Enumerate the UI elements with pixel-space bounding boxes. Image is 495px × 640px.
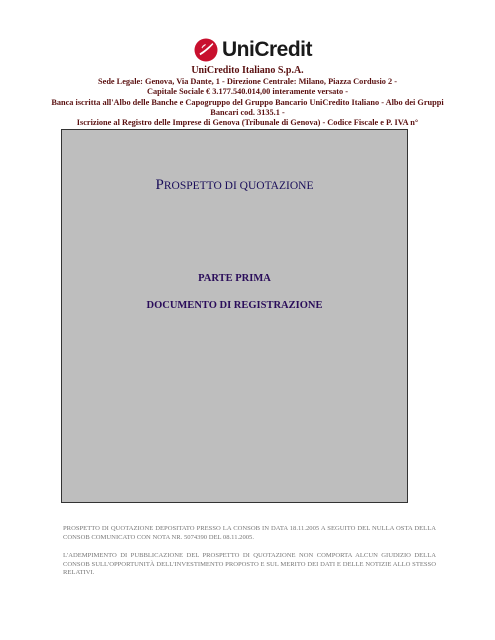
title-rest: ROSPETTO DI QUOTAZIONE [163, 180, 314, 192]
cover-box [61, 129, 408, 503]
header-line: Capitale Sociale € 3.177.540.014,00 interamente versato - [147, 87, 348, 97]
brand-name: UniCredit [222, 38, 312, 61]
unicredit-logo [194, 37, 312, 63]
footer-note: PROSPETTO DI QUOTAZIONE DEPOSITATO PRESSO LA CONSOB IN DATA 18.11.2005 A SEGUITO DEL NULLA OSTA DELLA CONSOB COMUNICATO CON NOTA NR. 5074390 DEL 08.11.2005. [63, 525, 436, 541]
header-line: Banca iscritta all'Albo delle Banche e Capogruppo del Gruppo Bancario UniCredito Italiano - Albo dei Gruppi [51, 97, 444, 107]
header-line: Bancari cod. 3135.1 - [210, 107, 285, 117]
unicredit-logo-icon [194, 38, 218, 62]
legal-footer [63, 525, 436, 588]
part-label: PARTE PRIMA [198, 273, 271, 284]
title-initial: P [155, 177, 164, 193]
header-line: Iscrizione al Registro delle Imprese di Genova (Tribunale di Genova) - Codice Fiscale e P. IVA n° [76, 118, 419, 128]
company-name: UniCredito Italiano S.p.A. [191, 65, 304, 76]
header-line: Sede Legale: Genova, Via Dante, 1 - Direzione Centrale: Milano, Piazza Cordusio 2 - [98, 77, 397, 86]
company-header [40, 64, 455, 139]
footer-note: L'ADEMPIMENTO DI PUBBLICAZIONE DEL PROSPETTO DI QUOTAZIONE NON COMPORTA ALCUN GIUDIZIO DELLA CONSOB SULL'OPPORTUNITÀ DELL'INVESTIMENTO PROPOSTO E SUL MERITO DEI DATI E DELLE NOTIZIE ALLO STESSO RELATIVI. [63, 552, 436, 576]
document-title [62, 177, 407, 194]
document-type: DOCUMENTO DI REGISTRAZIONE [146, 300, 323, 311]
